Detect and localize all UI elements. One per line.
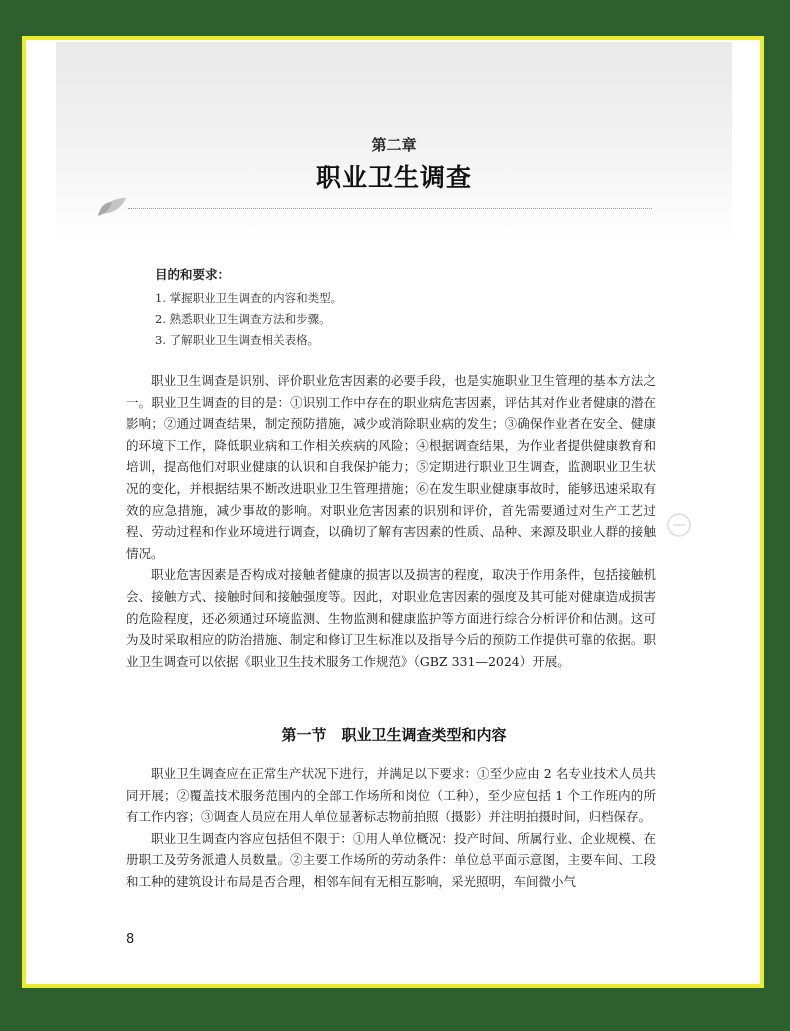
objectives-heading: 目的和要求： — [155, 267, 231, 282]
section-title: 第一节 职业卫生调查类型和内容 — [281, 726, 507, 744]
intro-text — [126, 370, 656, 672]
body-paragraph: 职业卫生调查内容应包括但不限于：①用人单位概况：投产时间、所属行业、企业规模、在册职工及劳务派遣人员数量。②主要工作场所的劳动条件：单位总平面示意图，主要车间、工段和工种的建筑设计布局是否合理，相邻车间有无相互影响，采光照明，车间微小气 — [126, 830, 656, 889]
objective-item: 3. 了解职业卫生调查相关表格。 — [155, 333, 320, 347]
objective-item: 2. 熟悉职业卫生调查方法和步骤。 — [155, 312, 331, 326]
margin-mark-icon — [666, 512, 692, 538]
book-page — [56, 42, 732, 982]
section-text — [126, 763, 656, 893]
leaf-icon — [96, 194, 130, 218]
chapter-label: 第二章 — [371, 136, 417, 154]
body-paragraph: 职业卫生调查是识别、评价职业危害因素的必要手段，也是实施职业卫生管理的基本方法之一。职业卫生调查的目的是：①识别工作中存在的职业病危害因素，评估其对作业者健康的潜在影响；②通过调查结果，制定预防措施，减少或消除职业病的发生；③确保作业者在安全、健康的环境下工作，降低职业病和工作相关疾病的风险；④根据调查结果，为作业者提供健康教育和培训，提高他们对职业健康的认识和自我保护能力；⑤定期进行职业卫生调查，监测职业卫生状况的变化，并根据结果不断改进职业卫生管理措施；⑥在发生职业健康事故时，能够迅速采取有效的应急措施，减少事故的影响。对职业危害因素的识别和评价，首先需要通过对生产工艺过程、劳动过程和作业环境进行调查，以确切了解有害因素的性质、品种、来源及职业人群的接触情况。 — [126, 373, 656, 561]
body-paragraph: 职业危害因素是否构成对接触者健康的损害以及损害的程度，取决于作用条件，包括接触机会、接触方式、接触时间和接触强度等。因此，对职业危害因素的强度及其可能对健康造成损害的危险程度，还必须通过环境监测、生物监测和健康监护等方面进行综合分析评价和估测。这可为及时采取相应的防治措施、制定和修订卫生标准以及指导今后的预防工作提供可靠的依据。职业卫生调查可以依据《职业卫生技术服务工作规范》（GBZ 331—2024）开展。 — [126, 567, 656, 669]
chapter-divider — [128, 208, 652, 209]
chapter-title: 职业卫生调查 — [315, 163, 472, 192]
objective-item: 1. 掌握职业卫生调查的内容和类型。 — [155, 291, 343, 305]
page-frame — [22, 36, 764, 988]
objectives-list — [155, 288, 675, 351]
page-number: 8 — [126, 932, 135, 947]
body-paragraph: 职业卫生调查应在正常生产状况下进行，并满足以下要求：①至少应由 2 名专业技术人员共同开展；②覆盖技术服务范围内的全部工作场所和岗位（工种），至少应包括 1 个工作班内的所有工作内容；③调查人员应在用人单位显著标志物前拍照（摄影）并注明拍摄时间，归档保存。 — [126, 766, 656, 825]
